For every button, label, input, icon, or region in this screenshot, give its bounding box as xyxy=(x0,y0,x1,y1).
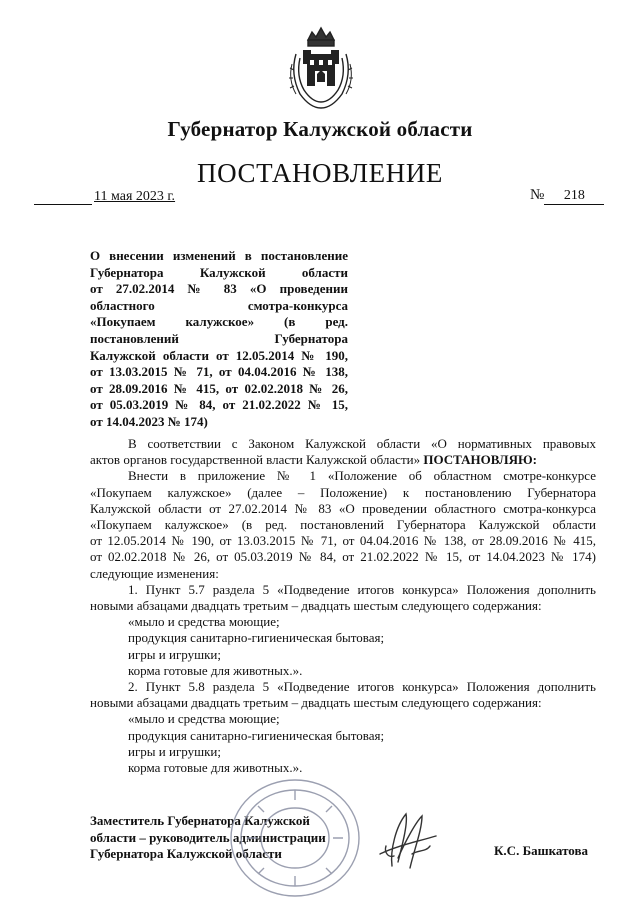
body-line-text: актов органов государственной власти Калужской области» xyxy=(90,452,421,468)
position-line: области – руководитель администрации xyxy=(90,829,326,845)
subject-line: Калужской области от 12.05.2014 № 190, xyxy=(90,347,348,363)
body-line: «Покупаем калужское» (далее – Положение) к постановлению Губернатора xyxy=(90,484,596,500)
signer-name: К.С. Башкатова xyxy=(494,843,589,858)
quote-line: корма готовые для животных.». xyxy=(128,760,303,776)
document-date xyxy=(34,189,184,205)
handwritten-signature-icon xyxy=(372,806,442,874)
body-line: от 02.02.2018 № 26, от 05.03.2019 № 84, от 21.02.2022 № 15, от 14.04.2023 № 174) xyxy=(90,549,596,565)
subject-line: постановлений Губернатора xyxy=(90,330,348,346)
quote-line: «мыло и средства моющие; xyxy=(128,711,280,727)
subject-line: «Покупаем калужское» (в ред. xyxy=(90,314,348,330)
subject-line: областного смотра-конкурса xyxy=(90,297,348,313)
document-subject xyxy=(90,248,348,431)
body-line: новыми абзацами двадцать третьим – двадцать шестым следующего содержания: xyxy=(90,598,542,614)
org-title: Губернатор Калужской области xyxy=(167,117,473,141)
official-seal-icon xyxy=(228,776,362,900)
subject-line: от 13.03.2015 № 71, от 04.04.2016 № 138, xyxy=(90,364,348,380)
body-line: В соответствии с Законом Калужской области «О нормативных правовых xyxy=(128,436,596,451)
quote-line: игры и игрушки; xyxy=(128,646,221,662)
date-underline xyxy=(34,190,92,205)
quote-line: корма готовые для животных.». xyxy=(128,662,303,678)
coat-of-arms-icon xyxy=(286,24,356,110)
body-line: от 12.05.2014 № 190, от 13.03.2015 № 71, от 04.04.2016 № 138, от 28.09.2016 № 415, xyxy=(90,533,596,549)
document-number xyxy=(530,187,620,205)
quote-line: «мыло и средства моющие; xyxy=(128,614,280,630)
date-value: 11 мая 2023 г. xyxy=(94,189,176,204)
position-line: Заместитель Губернатора Калужской xyxy=(90,813,310,828)
subject-line: от 05.03.2019 № 84, от 21.02.2022 № 15, xyxy=(90,397,348,413)
number-value: 218 xyxy=(544,188,604,205)
number-sign: № xyxy=(530,187,545,203)
body-line: 2. Пункт 5.8 раздела 5 «Подведение итогов конкурса» Положения дополнить xyxy=(128,679,596,695)
subject-line: от 27.02.2014 № 83 «О проведении xyxy=(90,281,348,297)
quote-line: продукция санитарно-гигиеническая бытовая; xyxy=(128,727,385,743)
body-line: следующие изменения: xyxy=(90,565,219,581)
decree-keyword: ПОСТАНОВЛЯЮ: xyxy=(423,452,537,468)
body-line: новыми абзацами двадцать третьим – двадцать шестым следующего содержания: xyxy=(90,695,542,711)
body-line xyxy=(90,452,596,468)
body-line: 1. Пункт 5.7 раздела 5 «Подведение итогов конкурса» Положения дополнить xyxy=(128,581,596,597)
doc-type-title: ПОСТАНОВЛЕНИЕ xyxy=(196,158,444,188)
quote-line: игры и игрушки; xyxy=(128,743,221,759)
subject-line: от 14.04.2023 № 174) xyxy=(90,413,208,429)
subject-line: О внесении изменений в постановление xyxy=(90,248,348,263)
subject-line: Губернатора Калужской области xyxy=(90,264,348,280)
document-body xyxy=(90,436,596,776)
subject-line: от 28.09.2016 № 415, от 02.02.2018 № 26, xyxy=(90,380,348,396)
quote-line: продукция санитарно-гигиеническая бытовая; xyxy=(128,630,385,646)
body-line: «Покупаем калужское» (в ред. постановлений Губернатора Калужской области xyxy=(90,517,596,533)
position-line: Губернатора Калужской области xyxy=(90,846,282,861)
body-line: Калужской области от 27.02.2014 № 83 «О проведении областного смотра-конкурса xyxy=(90,500,596,516)
body-line: Внести в приложение № 1 «Положение об областном смотре-конкурсе xyxy=(128,468,596,484)
